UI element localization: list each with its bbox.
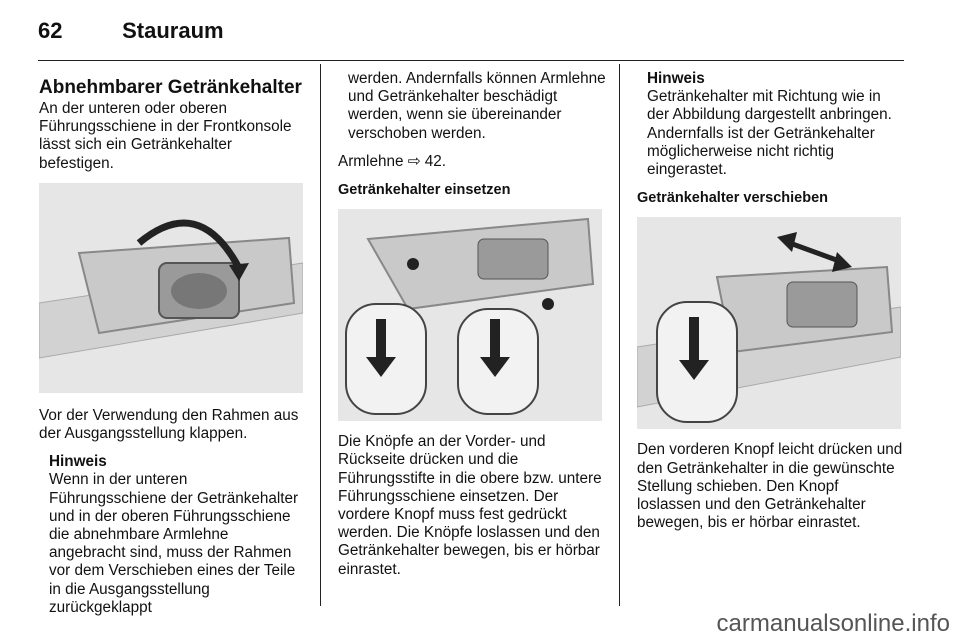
figure-caption: Den vorderen Knopf leicht drücken und den Getränkehalter in die gewünschte Stellung schieben. Den Knopf loslassen und den Getränkehalter bewegen, bis er hörbar einrastet. bbox=[637, 441, 903, 532]
figure-insert-holder bbox=[338, 209, 602, 421]
subheading-move: Getränkehalter verschieben bbox=[637, 190, 829, 207]
figure-caption: Vor der Verwendung den Rahmen aus der Ausgangsstellung klappen. bbox=[39, 406, 299, 443]
figure-move-holder bbox=[637, 217, 901, 429]
armrest-reference: Armlehne ⇨ 42. bbox=[338, 152, 447, 170]
note-box bbox=[647, 70, 905, 179]
figure-cupholder-frame bbox=[39, 183, 303, 393]
column-3 bbox=[637, 70, 905, 542]
intro-paragraph: An der unteren oder oberen Führungsschiene in der Frontkonsole lässt sich ein Getränkehalter befestigen. bbox=[39, 100, 292, 172]
note-title: Hinweis bbox=[647, 70, 705, 87]
section-title: Stauraum bbox=[122, 18, 224, 43]
note-text: Wenn in der unteren Führungsschiene der Getränkehalter und in der oberen Führungsschiene die abnehmbare Armlehne angebracht sind, muss der Rahmen vor dem Verschieben eines der Teile in die Ausgangsstellung zurückgeklappt bbox=[49, 471, 299, 616]
note-title: Hinweis bbox=[49, 453, 107, 471]
watermark: carmanualsonline.info bbox=[716, 610, 950, 637]
figure-caption: Die Knöpfe an der Vorder- und Rückseite drücken und die Führungsstifte in die obere bzw. untere Führungsschiene einsetzen. Der vordere Knopf muss fest gedrückt werden. Die Knöpfe loslassen und den Getränkehalter bewegen, bis er hörbar einrastet. bbox=[338, 433, 602, 578]
note-text: Getränkehalter mit Richtung wie in der Abbildung dargestellt anbringen. Andernfalls ist der Getränkehalter möglicherweise nicht richtig eingerastet. bbox=[647, 88, 892, 179]
column-2 bbox=[338, 70, 606, 589]
note-continued: werden. Andernfalls können Armlehne und Getränkehalter beschädigt werden, wenn sie übereinander verschoben werden. bbox=[348, 70, 606, 142]
note-box bbox=[49, 453, 305, 617]
page-header bbox=[38, 18, 224, 44]
section-heading: Abnehmbarer Getränkehalter bbox=[39, 77, 302, 98]
column-divider bbox=[619, 64, 620, 606]
column-1 bbox=[39, 70, 305, 617]
page-number: 62 bbox=[38, 18, 63, 43]
header-rule bbox=[38, 60, 904, 61]
column-divider bbox=[320, 64, 321, 606]
subheading-insert: Getränkehalter einsetzen bbox=[338, 182, 511, 199]
